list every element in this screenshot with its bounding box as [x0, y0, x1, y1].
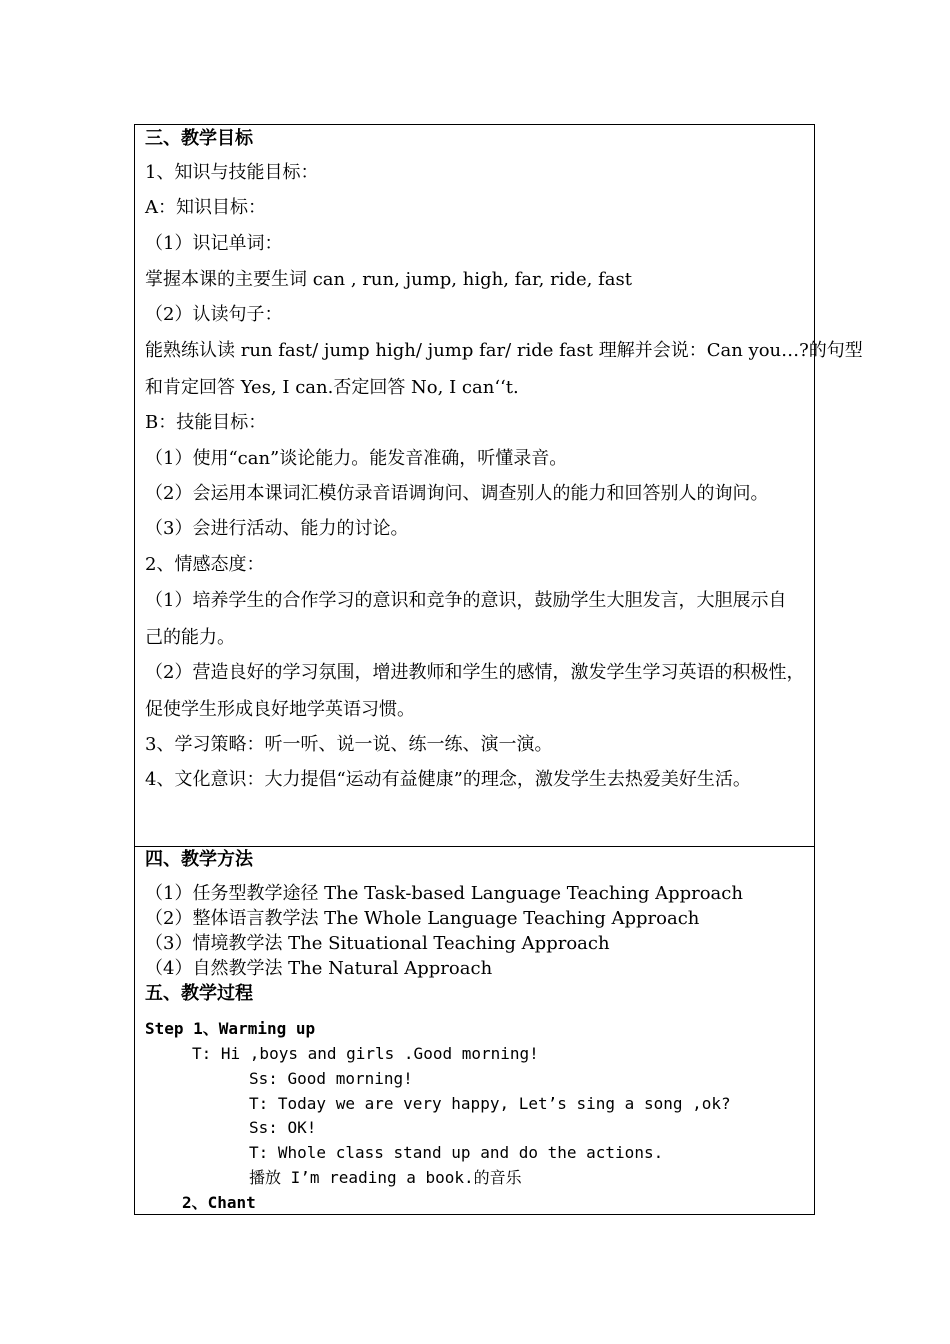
- text-line: 和肯定回答 Yes, I can.否定回答 No, I can‘‘t.: [145, 377, 519, 398]
- text-line: B：技能目标：: [145, 412, 267, 433]
- step-heading: Step 1、Warming up: [145, 1019, 316, 1038]
- method-item: （1）任务型教学途径 The Task-based Language Teaching Approach: [145, 883, 743, 904]
- method-item: （4）自然教学法 The Natural Approach: [145, 958, 493, 979]
- text-line: 3、学习策略：听一听、说一说、练一练、演一演。: [145, 734, 553, 755]
- section-heading: 四、教学方法: [145, 849, 253, 870]
- dialogue-line: Ss: Good morning!: [249, 1069, 413, 1088]
- dialogue-line: T: Today we are very happy, Let’s sing a song ,ok?: [249, 1094, 731, 1113]
- dialogue-line: T: Whole class stand up and do the actions.: [249, 1143, 664, 1162]
- dialogue-line: T: Hi ,boys and girls .Good morning!: [192, 1044, 539, 1063]
- text-line: （3）会进行活动、能力的讨论。: [145, 518, 409, 539]
- text-line: 促使学生形成良好地学英语习惯。: [145, 699, 415, 720]
- text-line: 能熟练认读 run fast/ jump high/ jump far/ ride fast 理解并会说：Can you…?的句型: [145, 340, 863, 361]
- text-line: 己的能力。: [145, 627, 235, 648]
- text-line: （1）培养学生的合作学习的意识和竞争的意识，鼓励学生大胆发言，大胆展示自: [145, 590, 787, 611]
- text-line: （2）营造良好的学习氛围，增进教师和学生的感情，激发学生学习英语的积极性，: [145, 662, 805, 683]
- method-item: （2）整体语言教学法 The Whole Language Teaching Approach: [145, 908, 700, 929]
- teaching-objectives-cell: [134, 124, 863, 847]
- text-line: 4、文化意识：大力提倡“运动有益健康”的理念，激发学生去热爱美好生活。: [145, 769, 751, 790]
- text-line: （1）使用“can”谈论能力。能发音准确，听懂录音。: [145, 448, 568, 469]
- step-heading: 2、Chant: [182, 1193, 256, 1212]
- section-heading: 五、教学过程: [145, 983, 253, 1004]
- method-item: （3）情境教学法 The Situational Teaching Approach: [145, 933, 610, 954]
- text-line: （1）识记单词：: [145, 233, 283, 254]
- text-line: 2、情感态度：: [145, 554, 265, 575]
- text-line: 掌握本课的主要生词 can , run, jump, high, far, ride, fast: [145, 269, 632, 290]
- dialogue-line: 播放 I’m reading a book.的音乐: [249, 1168, 522, 1187]
- text-line: A：知识目标：: [145, 197, 266, 218]
- text-line: （2）会运用本课词汇模仿录音语调询问、调查别人的能力和回答别人的询问。: [145, 483, 769, 504]
- text-line: （2）认读句子：: [145, 304, 283, 325]
- section-heading: 三、教学目标: [145, 128, 253, 149]
- dialogue-line: Ss: OK!: [249, 1118, 317, 1137]
- text-line: 1、知识与技能目标：: [145, 162, 319, 183]
- teaching-methods-cell: [134, 846, 815, 1215]
